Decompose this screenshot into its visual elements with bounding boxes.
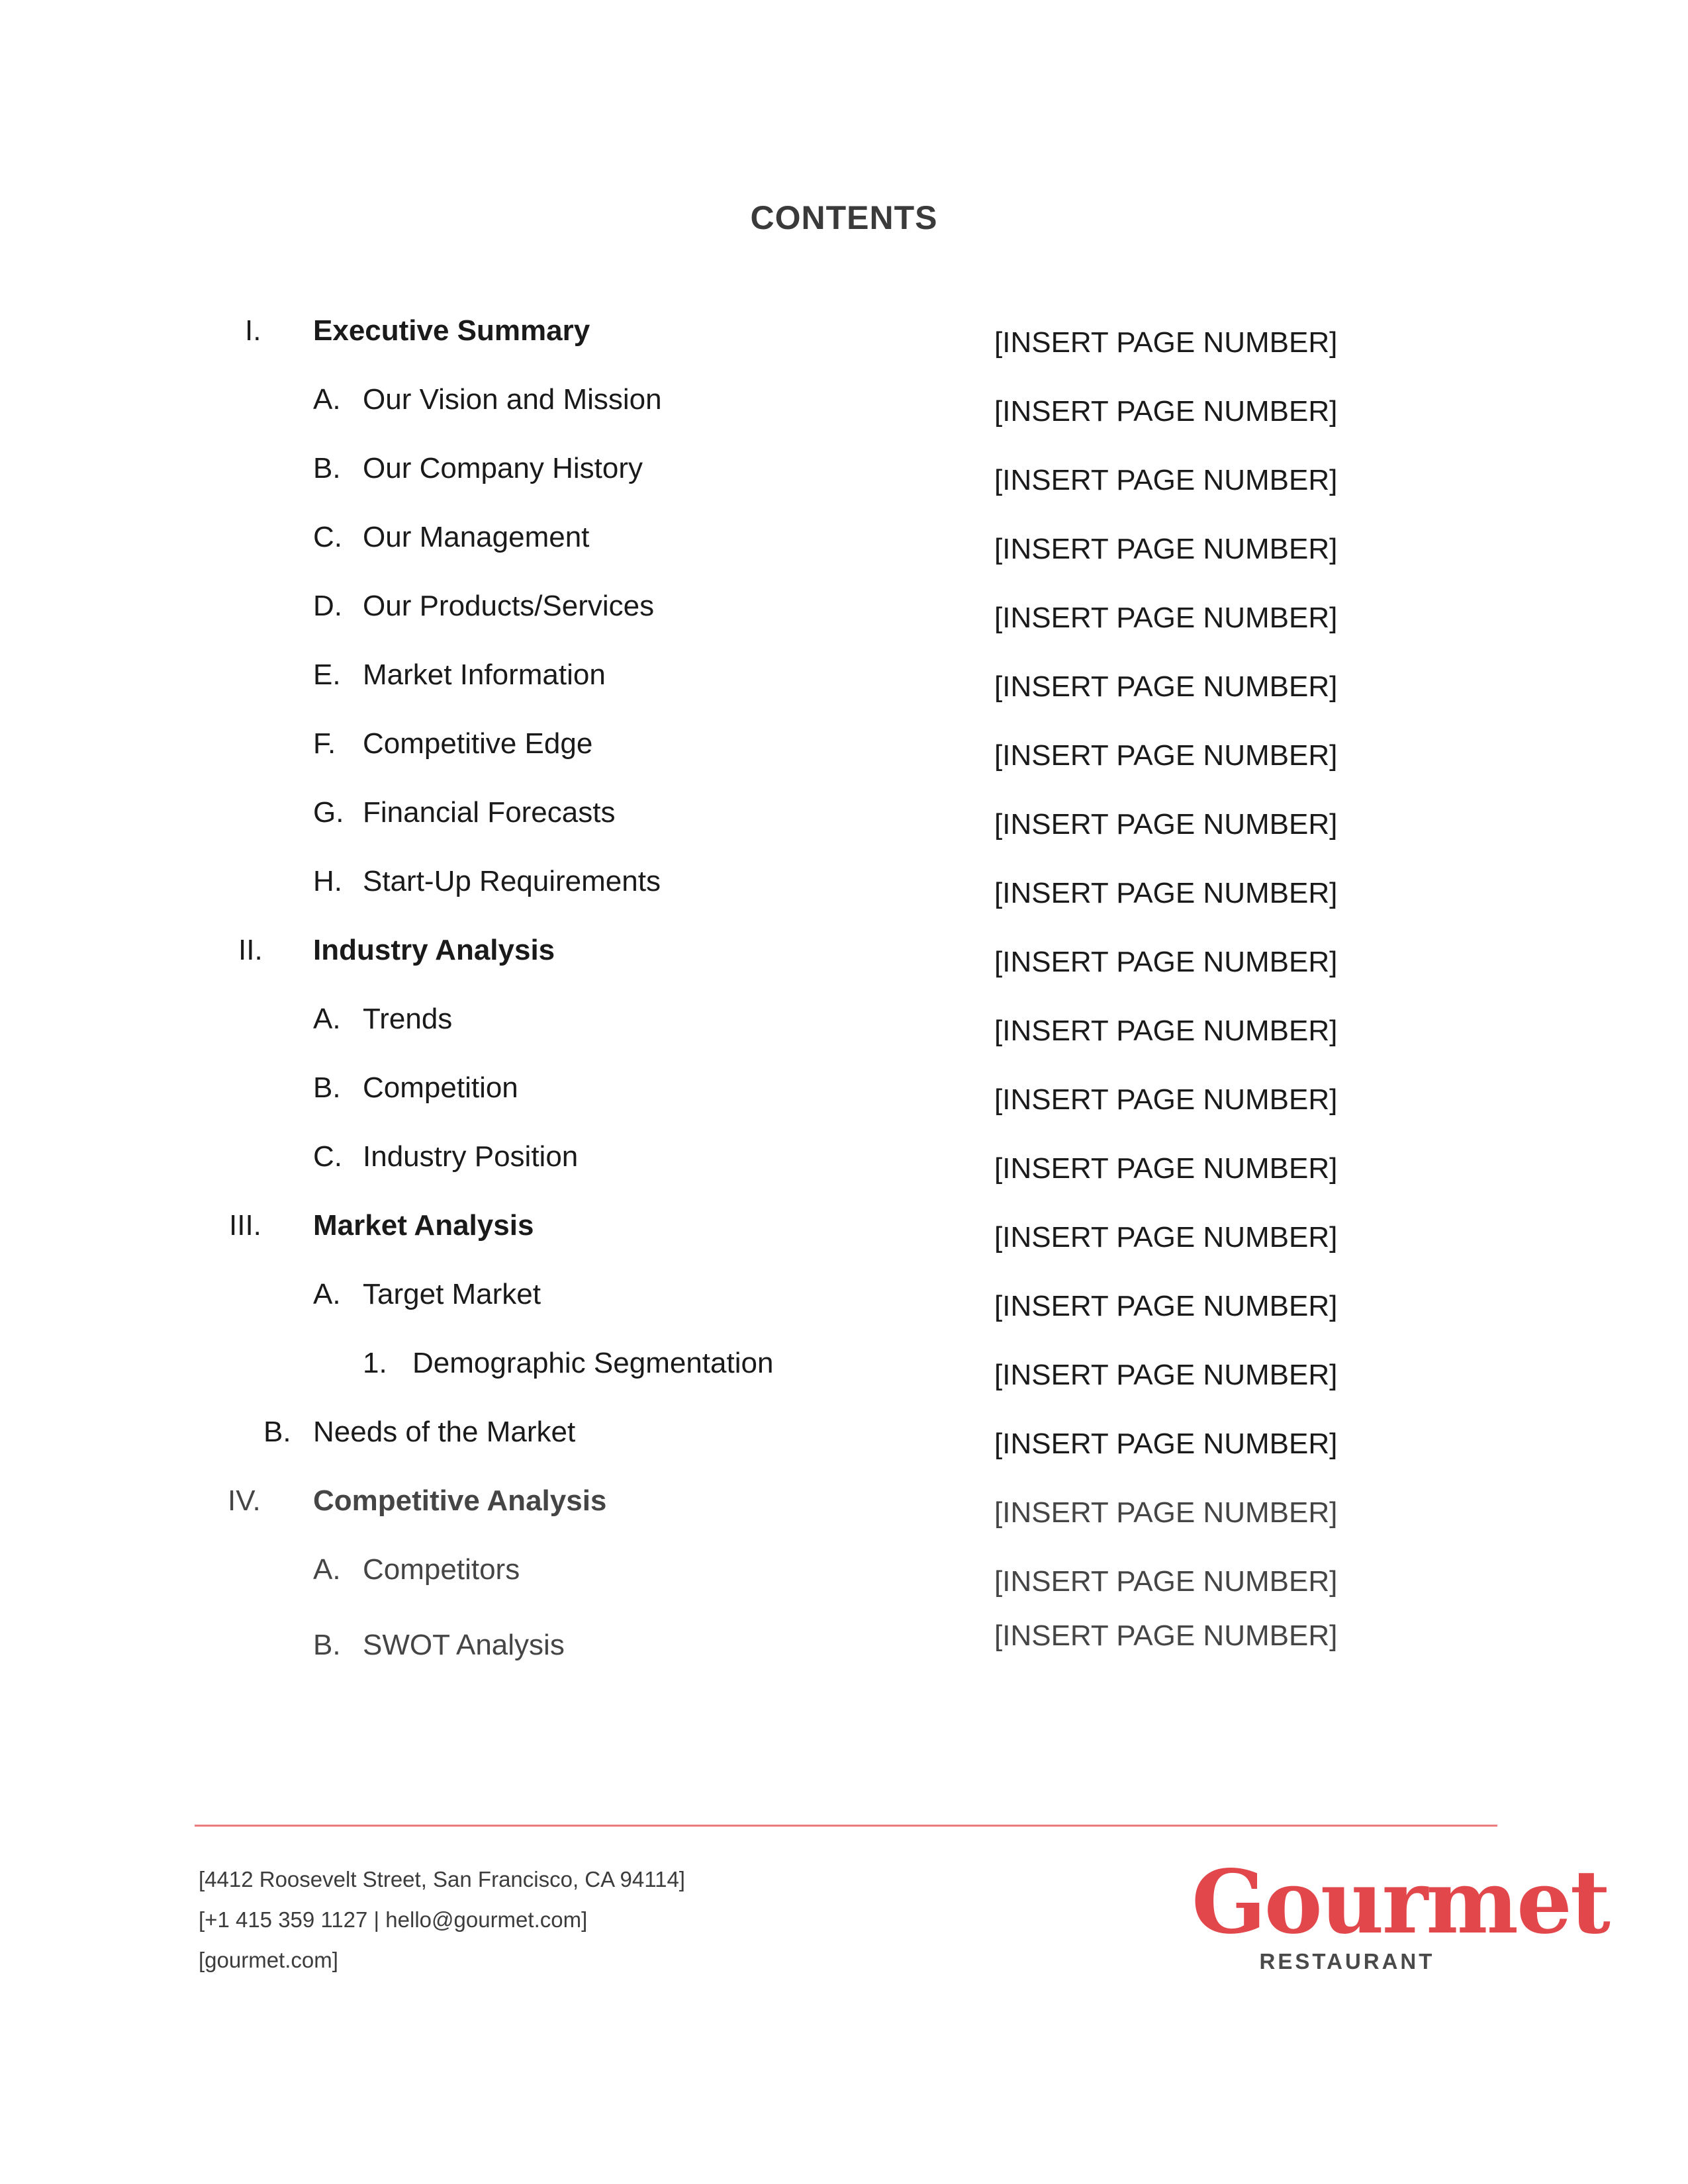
toc-entry-page: [INSERT PAGE NUMBER] bbox=[994, 1015, 1338, 1047]
toc-entry-number: B. bbox=[313, 1629, 341, 1661]
footer-website: [gourmet.com] bbox=[199, 1948, 338, 1972]
toc-entry-label: Competitive Analysis bbox=[313, 1484, 607, 1517]
toc-entry-number: E. bbox=[313, 659, 341, 691]
footer-address: [4412 Roosevelt Street, San Francisco, CA 94114] bbox=[199, 1867, 685, 1891]
logo-tagline: RESTAURANT bbox=[1259, 1949, 1435, 1974]
toc-entry-page: [INSERT PAGE NUMBER] bbox=[994, 464, 1338, 496]
toc-entry-page: [INSERT PAGE NUMBER] bbox=[994, 808, 1338, 841]
toc-entry[interactable] bbox=[0, 1481, 1688, 1527]
toc-entry-label: Competitive Edge bbox=[363, 727, 593, 760]
toc-entry-number: H. bbox=[313, 865, 342, 897]
toc-entry-number: IV. bbox=[228, 1484, 261, 1517]
toc-entry-page: [INSERT PAGE NUMBER] bbox=[994, 1619, 1338, 1652]
toc-entry-page: [INSERT PAGE NUMBER] bbox=[994, 1359, 1338, 1391]
toc-entry[interactable] bbox=[0, 655, 1688, 702]
toc-entry-number: B. bbox=[313, 1071, 341, 1104]
toc-entry[interactable] bbox=[0, 1550, 1688, 1596]
toc-entry-number: B. bbox=[313, 452, 341, 484]
toc-entry-label: Our Management bbox=[363, 521, 590, 553]
toc-entry-page: [INSERT PAGE NUMBER] bbox=[994, 1428, 1338, 1460]
toc-entry-number: A. bbox=[313, 1278, 341, 1310]
toc-entry-label: Our Company History bbox=[363, 452, 643, 484]
toc-entry[interactable] bbox=[0, 1275, 1688, 1321]
toc-entry-label: SWOT Analysis bbox=[363, 1629, 565, 1661]
toc-entry-label: Market Analysis bbox=[313, 1209, 534, 1242]
toc-entry[interactable] bbox=[0, 449, 1688, 495]
toc-entry-label: Industry Analysis bbox=[313, 934, 555, 966]
toc-entry-page: [INSERT PAGE NUMBER] bbox=[994, 1083, 1338, 1116]
toc-entry-number: D. bbox=[313, 590, 342, 622]
toc-entry-label: Competitors bbox=[363, 1553, 520, 1586]
toc-entry-page: [INSERT PAGE NUMBER] bbox=[994, 395, 1338, 428]
toc-entry-page: [INSERT PAGE NUMBER] bbox=[994, 1290, 1338, 1322]
toc-entry-page: [INSERT PAGE NUMBER] bbox=[994, 533, 1338, 565]
toc-entry-number: 1. bbox=[363, 1347, 387, 1379]
toc-entry[interactable] bbox=[0, 311, 1688, 357]
toc-entry-number: A. bbox=[313, 1003, 341, 1035]
toc-entry-page: [INSERT PAGE NUMBER] bbox=[994, 1496, 1338, 1529]
toc-entry-label: Demographic Segmentation bbox=[412, 1347, 774, 1379]
toc-entry[interactable] bbox=[0, 724, 1688, 770]
toc-entry-label: Financial Forecasts bbox=[363, 796, 616, 829]
footer-divider bbox=[195, 1825, 1497, 1827]
toc-entry-page: [INSERT PAGE NUMBER] bbox=[994, 326, 1338, 359]
toc-entry-label: Our Products/Services bbox=[363, 590, 655, 622]
toc-entry-number: I. bbox=[245, 314, 261, 347]
page-title: CONTENTS bbox=[750, 199, 938, 236]
toc-entry-label: Trends bbox=[363, 1003, 453, 1035]
toc-entry[interactable] bbox=[0, 518, 1688, 564]
toc-entry-page: [INSERT PAGE NUMBER] bbox=[994, 739, 1338, 772]
toc-entry-number: III. bbox=[229, 1209, 261, 1242]
toc-entry-page: [INSERT PAGE NUMBER] bbox=[994, 1152, 1338, 1185]
toc-entry-number: C. bbox=[313, 1140, 342, 1173]
toc-entry-label: Our Vision and Mission bbox=[363, 383, 662, 416]
toc-entry-number: A. bbox=[313, 1553, 341, 1586]
toc-entry-label: Start-Up Requirements bbox=[363, 865, 661, 897]
toc-entry-label: Industry Position bbox=[363, 1140, 579, 1173]
toc-entry-page: [INSERT PAGE NUMBER] bbox=[994, 670, 1338, 703]
toc-entry[interactable] bbox=[0, 931, 1688, 977]
toc-entry[interactable] bbox=[0, 1206, 1688, 1252]
toc-entry-page: [INSERT PAGE NUMBER] bbox=[994, 877, 1338, 909]
toc-entry-number: C. bbox=[313, 521, 342, 553]
toc-entry-page: [INSERT PAGE NUMBER] bbox=[994, 946, 1338, 978]
toc-entry-label: Executive Summary bbox=[313, 314, 590, 347]
toc-entry-number: A. bbox=[313, 383, 341, 416]
toc-entry[interactable] bbox=[0, 1137, 1688, 1183]
toc-entry-label: Target Market bbox=[363, 1278, 541, 1310]
toc-entry-page: [INSERT PAGE NUMBER] bbox=[994, 1565, 1338, 1598]
toc-entry-number: F. bbox=[313, 727, 336, 760]
toc-entry-label: Needs of the Market bbox=[313, 1416, 576, 1448]
toc-entry[interactable] bbox=[0, 1619, 1688, 1672]
toc-entry-number: II. bbox=[238, 934, 263, 966]
toc-entry[interactable] bbox=[0, 862, 1688, 908]
toc-entry-label: Market Information bbox=[363, 659, 606, 691]
toc-entry[interactable] bbox=[0, 1068, 1688, 1115]
toc-entry[interactable] bbox=[0, 999, 1688, 1046]
toc-entry-number: B. bbox=[263, 1416, 291, 1448]
toc-entry-page: [INSERT PAGE NUMBER] bbox=[994, 1221, 1338, 1253]
toc-entry-label: Competition bbox=[363, 1071, 518, 1104]
footer-contact: [+1 415 359 1127 | hello@gourmet.com] bbox=[199, 1907, 588, 1932]
toc-entry-page: [INSERT PAGE NUMBER] bbox=[994, 602, 1338, 634]
toc-entry[interactable] bbox=[0, 793, 1688, 839]
toc-entry-number: G. bbox=[313, 796, 344, 829]
toc-entry[interactable] bbox=[0, 586, 1688, 633]
toc-entry[interactable] bbox=[0, 1343, 1688, 1390]
logo-wordmark: Gourmet bbox=[1192, 1851, 1609, 1954]
toc-entry[interactable] bbox=[0, 1412, 1688, 1459]
toc-entry[interactable] bbox=[0, 380, 1688, 426]
